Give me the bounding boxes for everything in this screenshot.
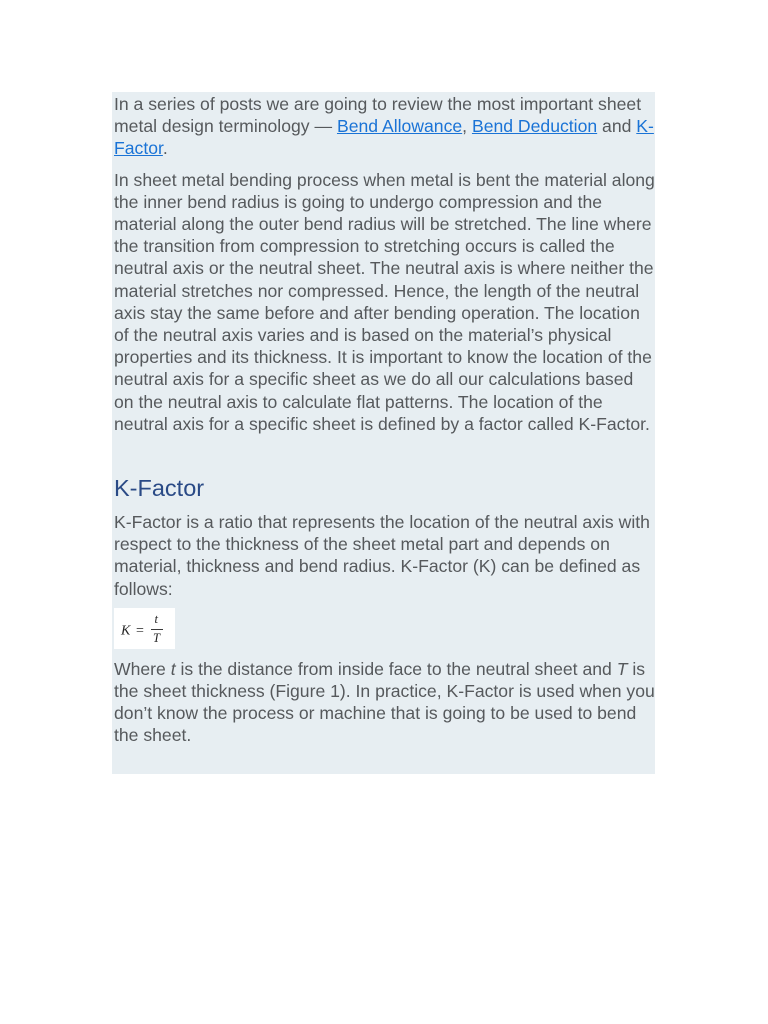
article-content — [112, 92, 655, 774]
where-text: is the distance from inside face to the neutral sheet and — [175, 658, 617, 679]
intro-end: . — [162, 138, 168, 159]
variable-t: t — [170, 658, 176, 679]
k-factor-link[interactable]: K-Factor — [114, 116, 654, 159]
neutral-axis-paragraph: In sheet metal bending process when metal is bent the material along the inner bend radius is going to undergo compression and the material along the outer bend radius will be stretched. The line where the transition from compression to stretching occurs is called the neutral axis or the neutral sheet. The neutral axis is where neither the material stretches nor compressed. Hence, the length of the neutral axis stay the same before and after bending operation. The location of the neutral axis varies and is based on the material’s physical properties and its thickness. It is important to know the location of the neutral axis for a specific sheet as we do all our calculations based on the neutral axis to calculate flat patterns. The location of the neutral axis for a specific sheet is defined by a factor called K-Factor. — [114, 169, 655, 434]
where-paragraph — [114, 658, 655, 747]
where-text: Where — [114, 658, 171, 679]
variable-T: T — [616, 658, 628, 679]
formula-graphic — [114, 608, 175, 649]
formula-lhs: K — [121, 623, 131, 639]
where-text: is the sheet thickness (Figure 1). In practice, K-Factor is used when you don’t know the process or machine that is going to be used to bend the sheet. — [114, 658, 655, 746]
k-factor-formula — [114, 608, 175, 649]
k-factor-heading: K-Factor — [114, 475, 205, 502]
formula-equals: = — [136, 623, 144, 639]
intro-separator: , — [462, 116, 472, 137]
intro-paragraph — [114, 92, 655, 160]
bend-allowance-link[interactable]: Bend Allowance — [336, 116, 463, 137]
k-factor-definition: K-Factor is a ratio that represents the location of the neutral axis with respect to the thickness of the sheet metal part and depends on material, thickness and bend radius. K-Factor (K) can be defined as follows: — [114, 512, 650, 599]
formula-denominator: T — [153, 630, 160, 645]
intro-lead-text: In a series of posts we are going to review the most important sheet metal design terminology — — [114, 94, 642, 137]
bend-deduction-link[interactable]: Bend Deduction — [471, 116, 598, 137]
formula-numerator: t — [154, 611, 158, 626]
intro-separator: and — [597, 116, 637, 137]
